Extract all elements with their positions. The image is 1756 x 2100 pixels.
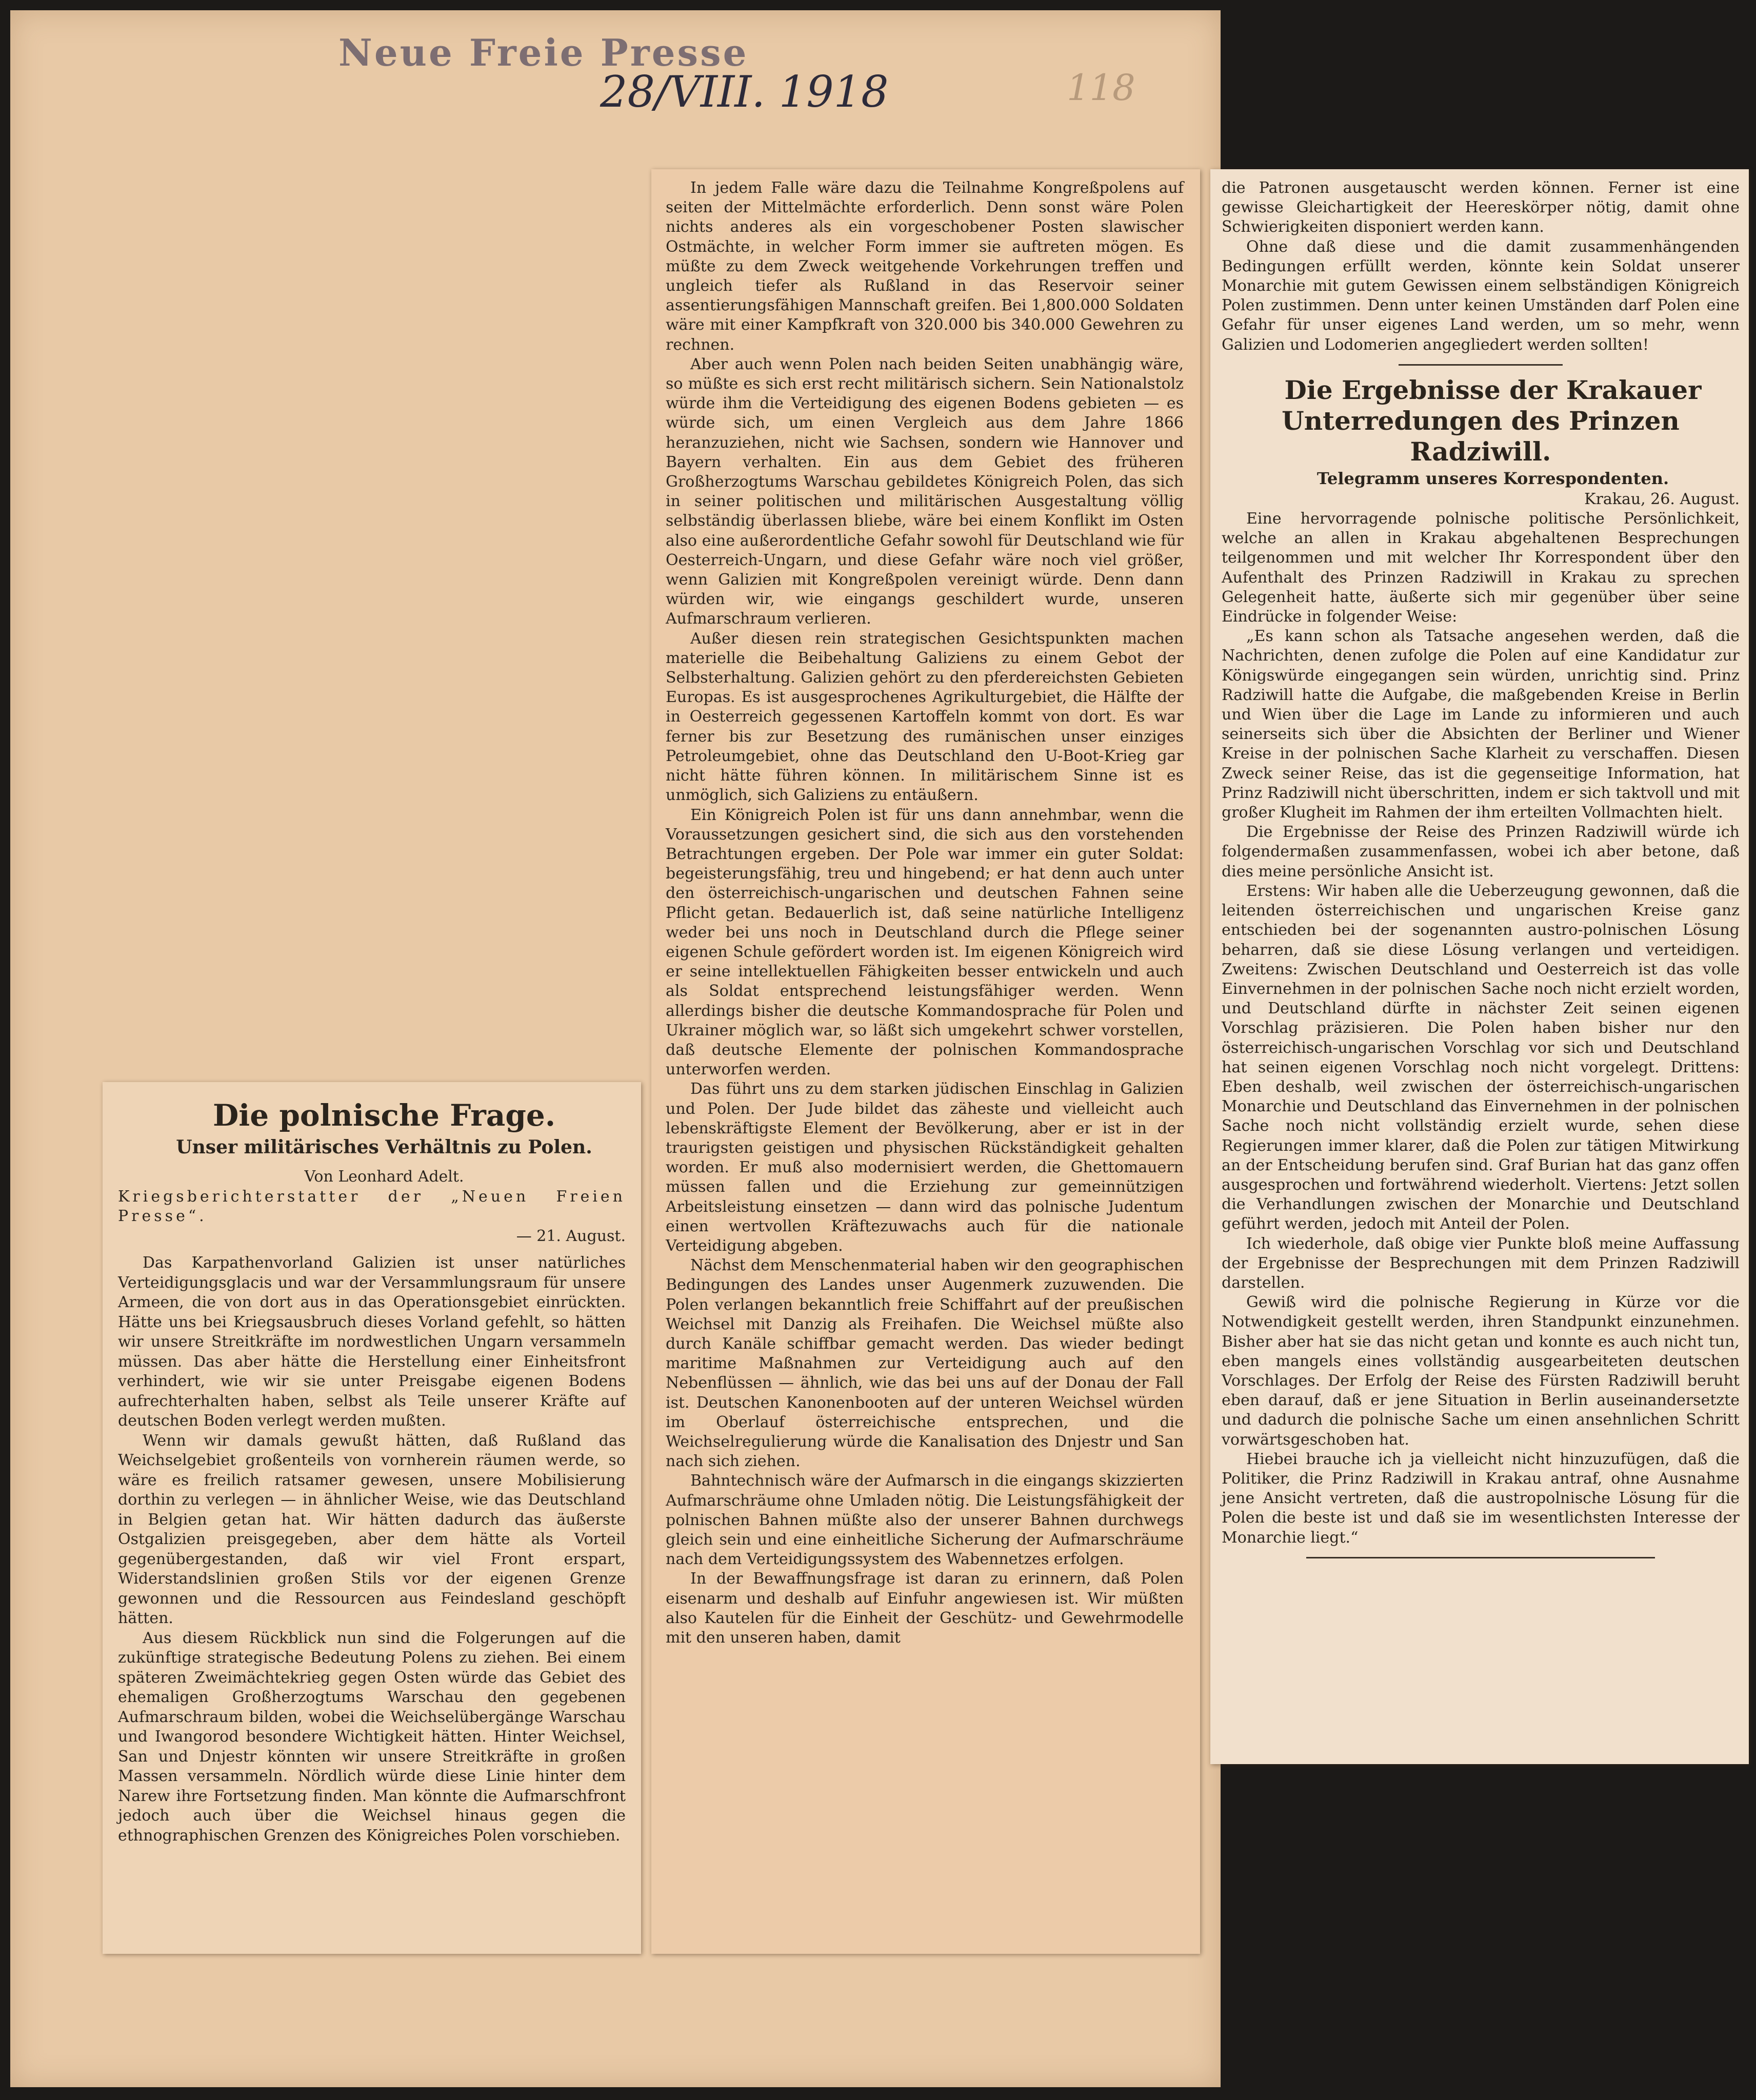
right-article-subtitle: Telegramm unseres Korrespondenten. — [1316, 468, 1669, 488]
right-article-dateline: Krakau, 26. August. — [1584, 490, 1740, 508]
right-paragraph: Erstens: Wir haben alle die Ueberzeugung gewonnen, daß die leitenden österreichischen und ungarischen Kreise ganz entschieden bei der sogenannten austro-polnischen Lösung beharren, daß sie diese Lösung verlangen und verteidigen. Zweitens: Zwischen Deutschland und Oesterreich ist das volle Einvernehmen in der polnischen Sache noch nicht erzielt worden, und Deutschland dürfte in nächster Zeit seinen eigenen Vorschlag präzisieren. Die Polen haben bisher nur den österreichisch-ungarischen Vorschlag vor sich und Deutschland hat seinen eigenen Vorschlag noch nicht vorgelegt. Drittens: Eben deshalb, weil zwischen der österreichisch-ungarischen Monarchie und Deutschland das Einvernehmen in der polnischen Sache noch nicht vollständig erzielt wurde, sehen diese Regierungen immer klarer, daß die Polen zur tätigen Mitwirkung an der Entscheidung berufen sind. Graf Burian hat das ganz offen ausgesprochen und fortwährend wiederholt. Viertens: Jetzt sollen die Verhandlungen zwischen der Monarchie und Deutschland geführt werden, jedoch mit Anteil der Polen. — [1222, 882, 1740, 1233]
clipping-middle-column — [651, 169, 1200, 1954]
left-article-author: Von Leonhard Adelt. — [304, 1168, 464, 1186]
middle-paragraph: Das führt uns zu dem starken jüdischen Einschlag in Galizien und Polen. Der Jude bildet das zäheste und vielleicht auch lebenskräftigste Element der Bevölkerung, aber er ist in der traurigsten geistigen und physischen Rückständigkeit gehalten worden. Er muß also modernisiert werden, die Ghettomauern müssen fallen und die Erziehung zur gemeinnützigen Arbeitsleistung einsetzen — dann wird das polnische Judentum einen wertvollen Kräftezuwachs auch für die nationale Verteidigung abgeben. — [666, 1080, 1184, 1255]
left-article-dateline: — 21. August. — [516, 1227, 626, 1245]
masthead-stamp: Neue Freie Presse — [338, 31, 749, 74]
middle-paragraph: Nächst dem Menschenmaterial haben wir den geographischen Bedingungen des Landes unser Augenmerk zuzuwenden. Die Polen verlangen bekanntlich freie Schiffahrt auf der preußischen Weichsel mit Danzig als Freihafen. Die Weichsel müßte also durch Kanäle schiffbar gemacht werden. Das wieder bedingt maritime Maßnahmen zur Verteidigung auch auf den Nebenflüssen — ähnlich, wie das bei uns auf der Donau der Fall ist. Deutschen Kanonenbooten auf der unteren Weichsel würden im Oberlauf österreichische entsprechen, und die Weichselregulierung würde die Kanalisation des Dnjestr und San nach sich ziehen. — [666, 1256, 1184, 1471]
left-article-subtitle: Unser militärisches Verhältnis zu Polen. — [176, 1136, 592, 1158]
middle-paragraph: Aber auch wenn Polen nach beiden Seiten unabhängig wäre, so müßte es sich erst recht militärisch sichern. Sein Nationalstolz würde ihm die Verteidigung des eigenen Bodens gebieten — es würde sich, um einen Vergleich aus dem Jahre 1866 heranzuziehen, nicht wie Sachsen, sondern wie Hannover und Bayern verhalten. Ein aus dem Gebiet des früheren Großherzogtums Warschau gebildetes Königreich Polen, das sich in seiner politischen und militärischen Ausgestaltung völlig selbständig überlassen bliebe, wäre bei einem Konflikt im Osten also eine außerordentliche Gefahr sowohl für Deutschland wie für Oesterreich-Ungarn, und diese Gefahr wäre noch viel größer, wenn Galizien mit Kongreßpolen vereinigt würde. Denn dann würden wir, wie eingangs geschildert wurde, unseren Aufmarschraum verlieren. — [666, 355, 1184, 628]
left-paragraph: Das Karpathenvorland Galizien ist unser natürliches Verteidigungsglacis und war der Versammlungsraum für unsere Armeen, die von dort aus in das Operationsgebiet einrückten. Hätte uns bei Kriegsausbruch dieses Vorland gefehlt, so hätten wir unsere Streitkräfte im nordwestlichen Ungarn versammeln müssen. Das aber hätte die Herstellung einer Einheitsfront verhindert, wie wir sie unter Preisgabe eigenen Bodens aufrechterhalten haben, selbst als Teile unserer Kräfte auf deutschen Boden verlegt werden mußten. — [118, 1254, 626, 1430]
right-paragraph: Ohne daß diese und die damit zusammenhängenden Bedingungen erfüllt werden, könnte kein Soldat unserer Monarchie mit gutem Gewissen einem selbständigen Königreich Polen zustimmen. Denn unter keinen Umständen darf Polen eine Gefahr für unser eigenes Land werden, um so mehr, wenn Galizien und Lodomerien angegliedert werden sollten! — [1222, 237, 1740, 354]
middle-paragraph: Außer diesen rein strategischen Gesichtspunkten machen materielle die Beibehaltung Galiziens zu einem Gebot der Selbsterhaltung. Galizien gehört zu den pferdereichsten Gebieten Europas. Es ist ausgesprochenes Agrikulturgebiet, die Hälfte der in Oesterreich gegessenen Kartoffeln kommt von dort. Es war ferner bis zur Besetzung des rumänischen unser einziges Petroleumgebiet, ohne das Deutschland den U-Boot-Krieg gar nicht hätte führen können. In militärischem Sinne ist es unmöglich, sich Galiziens zu entäußern. — [666, 629, 1184, 805]
middle-article-column — [666, 178, 1184, 1648]
right-paragraph: Gewiß wird die polnische Regierung in Kürze vor die Notwendigkeit gestellt werden, ihren Standpunkt einzunehmen. Bisher aber hat sie das nicht getan und konnte es auch nicht tun, eben mangels eines vollständig ausgearbeiteten deutschen Vorschlages. Der Erfolg der Reise des Fürsten Radziwill beruht eben darauf, daß er jene Situation in Berlin auseinandersetzte und dadurch die polnische Sache um einen ansehnlichen Schritt vorwärtsgeschoben hat. — [1222, 1293, 1740, 1449]
right-article-title: Die Ergebnisse der Krakauer Unterredungen des Prinzen Radziwill. — [1282, 374, 1702, 467]
right-paragraph: die Patronen ausgetauscht werden können. Ferner ist eine gewisse Gleichartigkeit der Heereskörper nötig, damit ohne Schwierigkeiten disponiert werden kann. — [1222, 179, 1740, 236]
page-number: 118 — [1067, 67, 1135, 109]
left-article-role: Kriegsberichterstatter der „Neuen Freien Presse“. — [118, 1187, 626, 1225]
right-paragraph: „Es kann schon als Tatsache angesehen werden, daß die Nachrichten, denen zufolge die Polen auf eine Kandidatur zur Königswürde eingegangen sein würden, unrichtig sind. Prinz Radziwill hatte die Aufgabe, die maßgebenden Kreise in Berlin und Wien über die Lage im Lande zu informieren und auch seinerseits sich über die Absichten der Berliner und Wiener Kreise in der polnischen Sache Klarheit zu verschaffen. Diesen Zweck seiner Reise, das ist die gegenseitige Information, hat Prinz Radziwill nicht überschritten, indem er sich taktvoll und mit großer Klugheit im Rahmen der ihm erteilten Vollmachten hielt. — [1222, 627, 1740, 822]
right-article-column — [1222, 178, 1740, 1568]
left-paragraph: Aus diesem Rückblick nun sind die Folgerungen auf die zukünftige strategische Bedeutung Polens zu ziehen. Bei einem späteren Zweimächtekrieg gegen Osten würde das Gebiet des ehemaligen Großherzogtums Warschau den gegebenen Aufmarschraum bilden, wobei die Weichselübergänge Warschau und Iwangorod besondere Wichtigkeit hätten. Hinter Weichsel, San und Dnjestr könnten wir unsere Streitkräfte in großen Massen versammeln. Nördlich würde diese Linie hinter dem Narew ihre Fortsetzung finden. Man könnte die Aufmarschfront jedoch auch über die Weichsel hinaus gegen die ethnographischen Grenzen des Königreiches Polen vorschieben. — [118, 1629, 626, 1845]
right-paragraph: Eine hervorragende polnische politische Persönlichkeit, welche an allen in Krakau abgehaltenen Besprechungen teilgenommen und mit welcher Ihr Korrespondent über den Aufenthalt des Prinzen Radziwill in Krakau zu sprechen Gelegenheit hatte, äußerte sich mir gegenüber über seine Eindrücke in folgender Weise: — [1222, 510, 1740, 626]
clipping-radziwill — [1210, 169, 1749, 1764]
left-article-title: Die polnische Frage. — [212, 1098, 556, 1133]
handwritten-date: 28/VIII. 1918 — [600, 67, 889, 117]
clipping-polish-question — [103, 1082, 641, 1954]
right-paragraph: Die Ergebnisse der Reise des Prinzen Radziwill würde ich folgendermaßen zusammenfassen, wobei ich aber betone, daß dies meine persönliche Ansicht ist. — [1222, 823, 1740, 881]
middle-paragraph: Ein Königreich Polen ist für uns dann annehmbar, wenn die Voraussetzungen gesichert sind, die sich aus den vorstehenden Betrachtungen ergeben. Der Pole war immer ein guter Soldat: begeisterungsfähig, treu und hingebend; er hat denn auch unter den österreichisch-ungarischen und deutschen Fahnen seine Pflicht getan. Bedauerlich ist, daß seine natürliche Intelligenz weder bei uns noch in Deutschland durch die Pflege seiner eigenen Schule gefördert worden ist. Im eigenen Königreich wird er seine intellektuellen Fähigkeiten besser entwickeln und auch als Soldat entsprechend leistungsfähiger werden. Wenn allerdings bisher die deutsche Kommandosprache für Polen und Ukrainer möglich war, so läßt sich umgekehrt schwer vorstellen, daß deutsche Elemente der polnischen Kommandosprache unterworfen werden. — [666, 806, 1184, 1079]
middle-paragraph: Bahntechnisch wäre der Aufmarsch in die eingangs skizzierten Aufmarschräume ohne Umladen nötig. Die Leistungsfähigkeit der polnischen Bahnen müßte also der unserer Bahnen durchwegs gleich sein und eine einheitliche Sicherung der Aufmarschräume nach dem Verteidigungssystem des Wabennetzes erfolgen. — [666, 1472, 1184, 1569]
right-paragraph: Ich wiederhole, daß obige vier Punkte bloß meine Auffassung der Ergebnisse der Besprechungen mit dem Prinzen Radziwill darstellen. — [1222, 1234, 1740, 1292]
left-paragraph: Wenn wir damals gewußt hätten, daß Rußland das Weichselgebiet großenteils von vornherein räumen werde, so wäre es freilich ratsamer gewesen, unsere Mobilisierung dorthin zu verlegen — in ähnlicher Weise, wie das Deutschland in Belgien getan hat. Wir hätten dadurch das äußerste Ostgalizien preisgegeben, aber dem hätte als Vorteil gegenübergestanden, daß wir viel Front erspart, Widerstandslinien großen Stils vor der eigenen Grenze gewonnen und die Ressourcen aus Feindesland geschöpft hätten. — [118, 1431, 626, 1627]
right-paragraph: Hiebei brauche ich ja vielleicht nicht hinzuzufügen, daß die Politiker, die Prinz Radziwill in Krakau antraf, ohne Ausnahme jene Ansicht vertreten, daß die austropolnische Lösung für die Polen die beste ist und daß sie im wesentlichsten Interesse der Monarchie liegt.“ — [1222, 1450, 1740, 1547]
section-divider — [1399, 364, 1563, 366]
middle-paragraph: In der Bewaffnungsfrage ist daran zu erinnern, daß Polen eisenarm und deshalb auf Einfuhr angewiesen ist. Wir müßten also Kautelen für die Einheit der Geschütz- und Gewehrmodelle mit den unseren haben, damit — [666, 1570, 1184, 1647]
left-article-column — [118, 1097, 626, 1846]
middle-paragraph: In jedem Falle wäre dazu die Teilnahme Kongreßpolens auf seiten der Mittelmächte erforderlich. Denn sonst wäre Polen nichts anderes als ein vorgeschobener Posten slawischer Ostmächte, in welcher Form immer sie auftreten mögen. Es müßte zu dem Zweck weitgehende Vorkehrungen treffen und ungleich tiefer als Rußland in das Reservoir seiner assentierungsfähigen Mannschaft greifen. Bei 1,800.000 Soldaten wäre mit einer Kampfkraft von 320.000 bis 340.000 Gewehren zu rechnen. — [666, 179, 1184, 354]
end-rule — [1306, 1557, 1655, 1558]
